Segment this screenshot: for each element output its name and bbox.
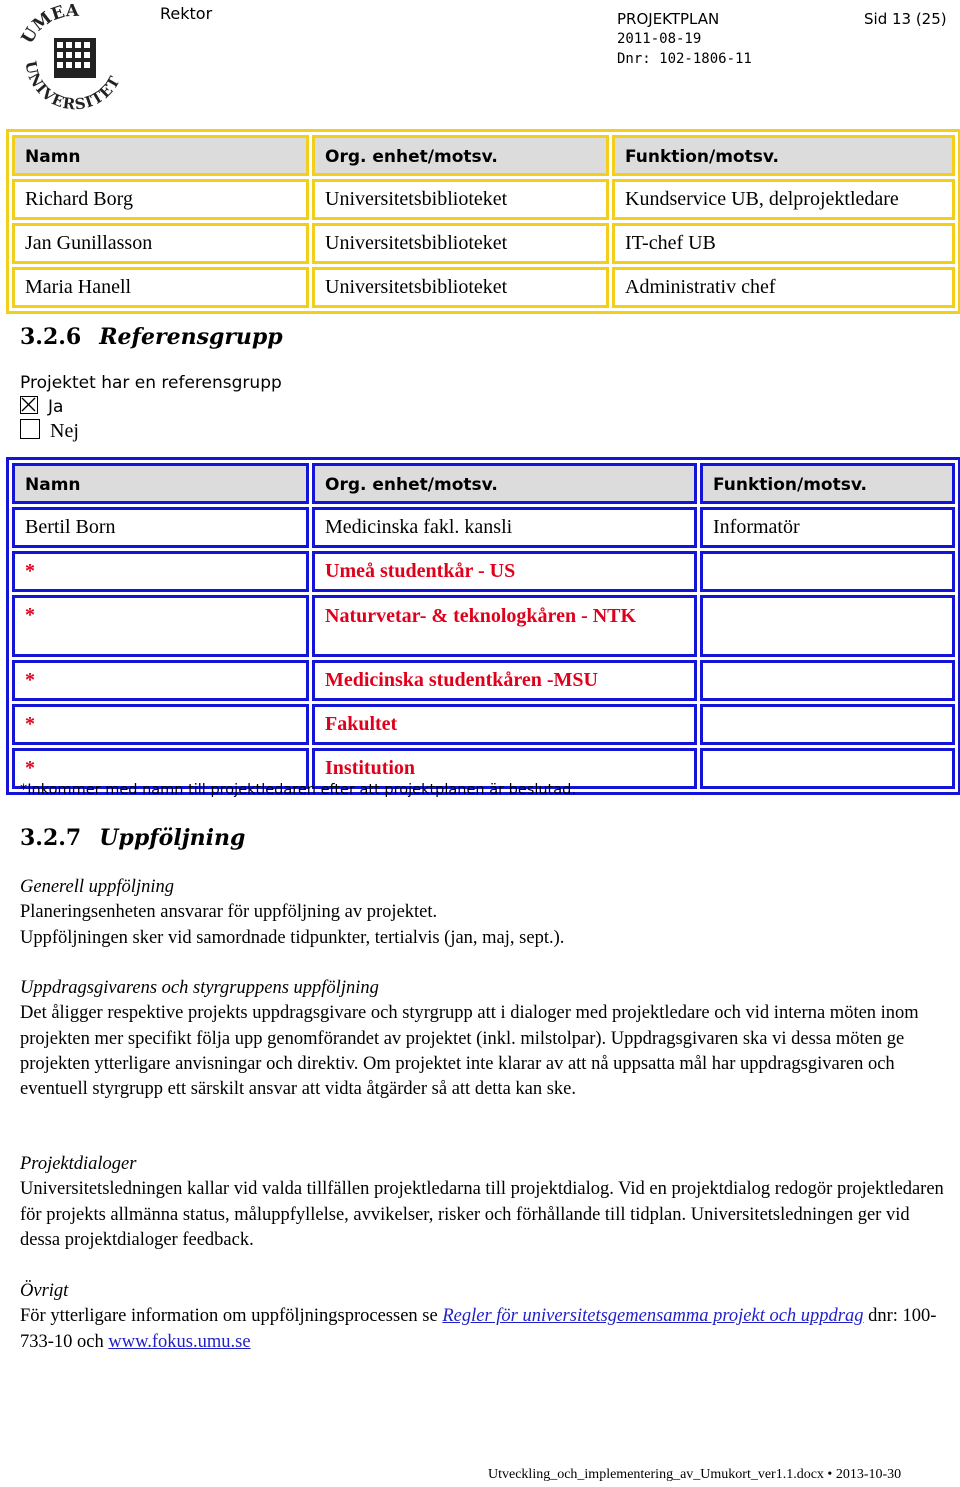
text: dnr: 100-733-10 och: [20, 1306, 937, 1352]
cell-name: *: [12, 704, 309, 745]
rules-link[interactable]: Regler för universitetsgemensamma projekt och uppdrag: [442, 1306, 864, 1327]
cell-function: [700, 748, 955, 789]
table-header-row: [12, 463, 955, 504]
section-title: Referensgrupp: [99, 324, 283, 350]
table-row: [12, 267, 955, 308]
subsection-title: Generell uppföljning: [20, 877, 174, 897]
table-row: [12, 223, 955, 264]
checkbox-checked-icon[interactable]: [20, 396, 38, 414]
footer-separator: •: [827, 1467, 833, 1482]
subsection-projektdialoger: [20, 1152, 945, 1253]
option-no-label: Nej: [50, 420, 79, 442]
referensgrupp-question: Projektet har en referensgrupp: [20, 373, 282, 393]
col-header-org: Org. enhet/motsv.: [312, 463, 697, 504]
cell-function: [700, 595, 955, 657]
header-date: 2011-08-19: [617, 31, 702, 47]
cell-name: *: [12, 551, 309, 592]
cell-name: Richard Borg: [12, 179, 309, 220]
header-dnr: Dnr: 102-1806-11: [617, 51, 752, 67]
subsection-title: Övrigt: [20, 1281, 69, 1301]
table-row: [12, 551, 955, 592]
col-header-function: Funktion/motsv.: [700, 463, 955, 504]
paragraph: Uppföljningen sker vid samordnade tidpunkter, tertialvis (jan, maj, sept.).: [20, 927, 565, 948]
section-heading-327: [20, 825, 245, 851]
svg-text:UMEÅ: UMEÅ: [17, 4, 80, 48]
cell-name: Bertil Born: [12, 507, 309, 548]
option-yes-label: Ja: [48, 397, 64, 417]
col-header-name: Namn: [12, 135, 309, 176]
cell-name: Maria Hanell: [12, 267, 309, 308]
cell-function: [700, 660, 955, 701]
page-footer: [488, 1467, 901, 1483]
team-table: [6, 129, 960, 314]
table-row: [12, 179, 955, 220]
cell-org: Medicinska fakl. kansli: [312, 507, 697, 548]
cell-org: Umeå studentkår - US: [312, 551, 697, 592]
section-number: 3.2.6: [20, 324, 82, 350]
checkbox-unchecked-icon[interactable]: [20, 419, 40, 439]
header-org: Rektor: [160, 4, 213, 23]
cell-function: Informatör: [700, 507, 955, 548]
option-yes[interactable]: [20, 396, 63, 417]
table-footnote: *Inkommer med namn till projektledaren efter att projektplanen är beslutad.: [20, 782, 576, 798]
paragraph: Universitetsledningen kallar vid valda tillfällen projektledarna till projektdialog. Vid en projektdialog redogör projektledaren för projekts allmänna status, måluppfyllelse, avvikelser, risker och förhållande till tidplan. Universitetsledningen ger vid dessa projektdialoger feedback.: [20, 1179, 944, 1250]
cell-name: *: [12, 748, 309, 789]
cell-function: [700, 704, 955, 745]
cell-function: Administrativ chef: [612, 267, 955, 308]
cell-org: Institution: [312, 748, 697, 789]
svg-text:UNIVERSITET: UNIVERSITET: [21, 59, 124, 112]
paragraph: Planeringsenheten ansvarar för uppföljning av projektet.: [20, 902, 438, 923]
table-row: [12, 507, 955, 548]
umea-university-logo: [12, 4, 137, 112]
table-row: [12, 704, 955, 745]
paragraph: Det åligger respektive projekts uppdragsgivare och styrgrupp att i dialoger med projektledare och vid interna möten inom projekten mer specifikt följa upp genomförandet av projektet (inkl. milstolpar). Uppdragsgivaren ska vi dessa möten ge projekten ytterligare anvisningar och direktiv. Om projektet inte klarar av att nå uppsatta mål har uppdragsgivaren och eventuell styrgrupp ett särskilt ansvar att vidta åtgärder så att detta kan ske.: [20, 1003, 919, 1100]
cell-function: [700, 551, 955, 592]
cell-function: IT-chef UB: [612, 223, 955, 264]
paragraph: [20, 1304, 945, 1355]
cell-name: *: [12, 660, 309, 701]
section-title: Uppföljning: [99, 825, 246, 851]
fokus-link[interactable]: www.fokus.umu.se: [108, 1331, 251, 1352]
table-row: [12, 660, 955, 701]
table-row: [12, 595, 955, 657]
header-doc-type: PROJEKTPLAN: [617, 10, 720, 28]
section-number: 3.2.7: [20, 825, 82, 851]
cell-org: Naturvetar- & teknologkåren - NTK: [312, 595, 697, 657]
col-header-org: Org. enhet/motsv.: [312, 135, 609, 176]
subsection-uppdragsgivare: [20, 976, 945, 1102]
cell-org: Universitetsbiblioteket: [312, 179, 609, 220]
reference-group-table: [6, 457, 960, 795]
subsection-title: Uppdragsgivarens och styrgruppens uppföljning: [20, 978, 379, 998]
cell-name: Jan Gunillasson: [12, 223, 309, 264]
header-page-number: Sid 13 (25): [864, 10, 947, 28]
text: För ytterligare information om uppföljningsprocessen se: [20, 1306, 443, 1327]
subsection-generell: [20, 875, 945, 951]
footer-filename: Utveckling_och_implementering_av_Umukort_ver1.1.docx: [488, 1467, 824, 1482]
table-header-row: [12, 135, 955, 176]
subsection-title: Projektdialoger: [20, 1154, 137, 1174]
cell-org: Universitetsbiblioteket: [312, 267, 609, 308]
subsection-ovrigt: [20, 1279, 945, 1355]
cell-org: Medicinska studentkåren -MSU: [312, 660, 697, 701]
footer-date: 2013-10-30: [835, 1467, 902, 1482]
cell-function: Kundservice UB, delprojektledare: [612, 179, 955, 220]
option-no[interactable]: [20, 419, 79, 443]
col-header-name: Namn: [12, 463, 309, 504]
col-header-function: Funktion/motsv.: [612, 135, 955, 176]
cell-name: *: [12, 595, 309, 657]
cell-org: Universitetsbiblioteket: [312, 223, 609, 264]
section-heading-326: [20, 324, 283, 350]
cell-org: Fakultet: [312, 704, 697, 745]
